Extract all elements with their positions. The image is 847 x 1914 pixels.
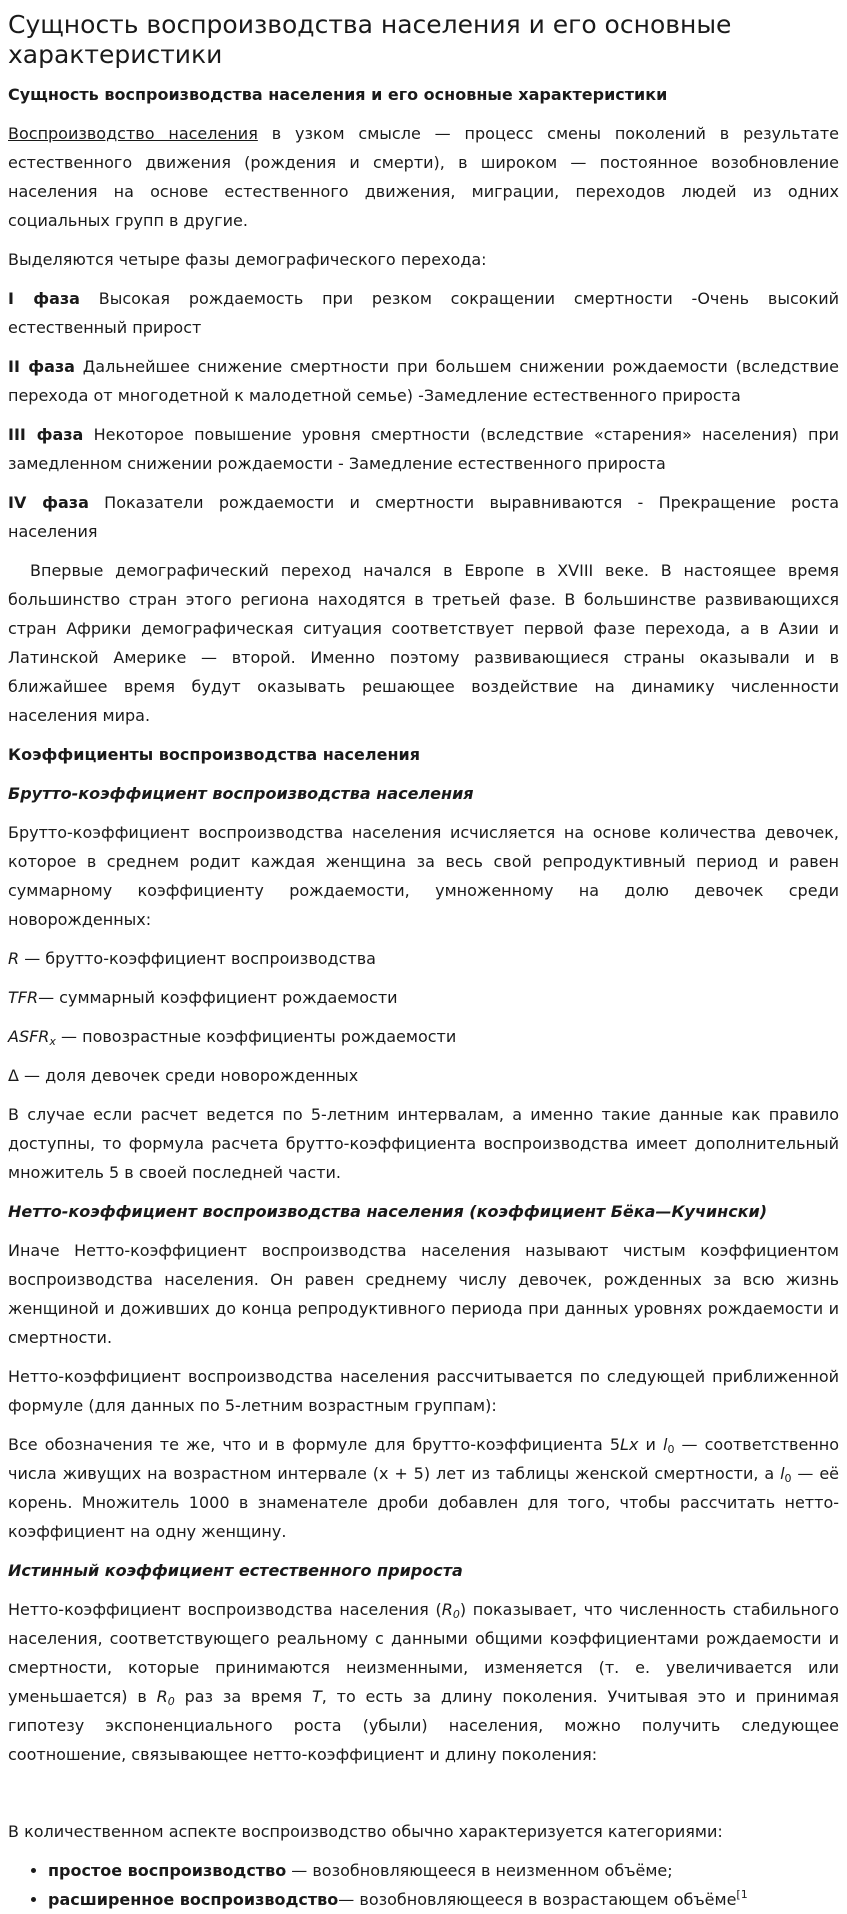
phase-4: IV фаза Показатели рождаемости и смертности выравниваются - Прекращение роста населения: [8, 493, 840, 541]
phase-label: III фаза: [8, 425, 84, 444]
section-heading: Сущность воспроизводства населения и его основные характеристики: [8, 85, 668, 104]
brutto-paragraph: Брутто-коэффициент воспроизводства населения исчисляется на основе количества девочек, которое в среднем родит каждая женщина за весь свой репродуктивный период и равен суммарному коэффициенту рождаемости, умноженному на долю девочек среди новорожденных:: [8, 823, 839, 929]
notation-paragraph: Все обозначения те же, что и в формуле для брутто-коэффициента 5Lx и $l_0$ — соответственно числа живущих на возрастном интервале (x + 5) лет из таблицы женской смертности, а $l_0$ — её корень. Множитель 1000 в знаменателе дроби добавлен для того, чтобы рассчитать нетто-коэффициент на одну женщину.: [8, 1435, 840, 1541]
definition-tfr: TFR— суммарный коэффициент рождаемости: [8, 988, 398, 1007]
phase-1: I фаза Высокая рождаемость при резком сокращении смертности -Очень высокий естественный прирост: [8, 289, 839, 337]
definition-asfr: $ASFR_x$ — повозрастные коэффициенты рождаемости: [8, 1027, 457, 1048]
reproduction-list: [8, 1856, 839, 1914]
intro-paragraph: Воспроизводство населения в узком смысле — процесс смены поколений в результате естественного движения (рождения и смерти), в широком — постоянное возобновление населения на основе естественного движения, миграции, переходов людей из одних социальных групп в другие.: [8, 124, 839, 230]
reference-link[interactable]: [1: [736, 1888, 748, 1901]
term-link[interactable]: Воспроизводство населения: [8, 124, 258, 143]
list-item: • расширенное воспроизводство— возобновляющееся в возрастающем объёме$^{[1}$: [48, 1885, 839, 1914]
phase-2: II фаза Дальнейшее снижение смертности при большем снижении рождаемости (вследствие перехода от многодетной к малодетной семье) -Замедление естественного прироста: [8, 357, 839, 405]
definition-r: R — брутто-коэффициент воспроизводства: [8, 949, 376, 968]
quant-paragraph: В количественном аспекте воспроизводство обычно характеризуется категориями:: [8, 1822, 723, 1841]
transition-paragraph: Впервые демографический переход начался в Европе в XVIII веке. В настоящее время большинство стран этого региона находятся в третьей фазе. В большинстве развивающихся стран Африки демографическая ситуация соответствует первой фазе перехода, а в Азии и Латинской Америке — второй. Именно поэтому развивающиеся страны оказывали и в ближайшее время будут оказывать решающее воздействие на динамику численности населения мира.: [8, 561, 839, 725]
netto-paragraph-2: Нетто-коэффициент воспроизводства населения рассчитывается по следующей приближенной формуле (для данных по 5-летним возрастным группам):: [8, 1367, 839, 1415]
formula-placeholder: [8, 1779, 839, 1817]
brutto-heading: Брутто-коэффициент воспроизводства населения: [8, 784, 474, 803]
phases-intro: Выделяются четыре фазы демографического перехода:: [8, 250, 487, 269]
page-title: Сущность воспроизводства населения и его основные характеристики: [8, 10, 732, 69]
definition-delta: Δ — доля девочек среди новорожденных: [8, 1066, 359, 1085]
interval-paragraph: В случае если расчет ведется по 5-летним интервалам, а именно такие данные как правило доступны, то формула расчета брутто-коэффициента воспроизводства имеет дополнительный множитель 5 в своей последней части.: [8, 1105, 839, 1182]
phase-label: II фаза: [8, 357, 75, 376]
netto-paragraph-1: Иначе Нетто-коэффициент воспроизводства населения называют чистым коэффициентом воспроизводства населения. Он равен среднему числу девочек, рожденных за всю жизнь женщиной и доживших до конца репродуктивного периода при данных уровнях рождаемости и смертности.: [8, 1241, 839, 1347]
netto-heading: Нетто-коэффициент воспроизводства населения (коэффициент Бёка—Кучински): [8, 1202, 768, 1221]
list-item: • простое воспроизводство — возобновляющееся в неизменном объёме;: [48, 1856, 839, 1885]
true-paragraph: Нетто-коэффициент воспроизводства населения $(R_0)$ показывает, что численность стабильного населения, соответствующего реальному с данными общими коэффициентами рождаемости и смертности, которые принимаются неизменными, изменяется (т. е. увеличивается или уменьшается) в $R_0$ раз за время T, то есть за длину поколения. Учитывая это и принимая гипотезу экспоненциального роста (убыли) населения, можно получить следующее соотношение, связывающее нетто-коэффициент и длину поколения:: [8, 1600, 840, 1764]
phase-3: III фаза Некоторое повышение уровня смертности (вследствие «старения» населения) при замедленном снижении рождаемости - Замедление естественного прироста: [8, 425, 839, 473]
phase-label: I фаза: [8, 289, 80, 308]
phase-label: IV фаза: [8, 493, 89, 512]
true-heading: Истинный коэффициент естественного прироста: [8, 1561, 463, 1580]
coef-heading: Коэффициенты воспроизводства населения: [8, 745, 420, 764]
